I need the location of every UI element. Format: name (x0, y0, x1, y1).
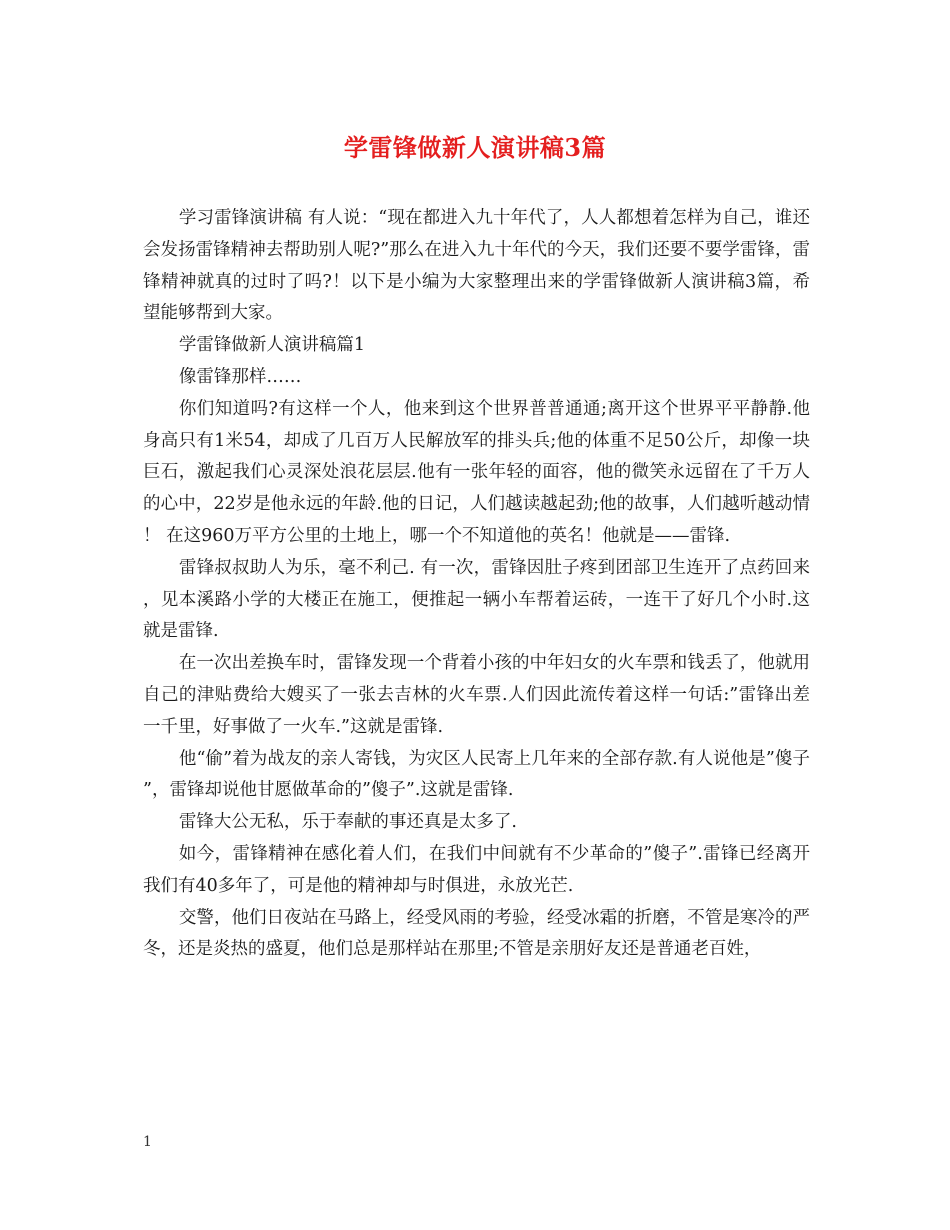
page-number: 1 (143, 1134, 152, 1150)
document-title: 学雷锋做新人演讲稿3篇 (343, 133, 607, 162)
body-paragraph: 交警，他们日夜站在马路上，经受风雨的考验，经受冰霜的折磨，不管是寒冷的严冬，还是炎热的盛夏，他们总是那样站在那里;不管是亲朋好友还是普通老百姓， (143, 907, 810, 960)
body-paragraph: 雷锋叔叔助人为乐，毫不利己. 有一次，雷锋因肚子疼到团部卫生连开了点药回来，见本溪路小学的大楼正在施工，便推起一辆小车帮着运砖，一连干了好几个小时.这就是雷锋. (143, 557, 810, 642)
body-paragraph: 你们知道吗?有这样一个人，他来到这个世界普普通通;离开这个世界平平静静.他身高只有1米54，却成了几百万人民解放军的排头兵;他的体重不足50公斤，却像一块巨石，激起我们心灵深处浪花层层.他有一张年轻的面容，他的微笑永远留在了千万人的心中，22岁是他永远的年龄.他的日记，人们越读越起劲;他的故事，人们越听越动情！ 在这960万平方公里的土地上，哪一个不知道他的英名！他就是——雷锋. (143, 398, 810, 546)
document-body (143, 203, 810, 966)
body-paragraph: 雷锋大公无私，乐于奉献的事还真是太多了. (178, 812, 517, 833)
intro-paragraph: 学习雷锋演讲稿 有人说：“现在都进入九十年代了，人人都想着怎样为自己，谁还会发扬雷锋精神去帮助别人呢?”那么在进入九十年代的今天，我们还要不要学雷锋，雷锋精神就真的过时了吗?！以下是小编为大家整理出来的学雷锋做新人演讲稿3篇，希望能够帮到大家。 (143, 208, 810, 324)
body-paragraph: 他“偷”着为战友的亲人寄钱，为灾区人民寄上几年来的全部存款.有人说他是”傻子”，雷锋却说他甘愿做革命的”傻子”.这就是雷锋. (143, 748, 810, 801)
section-heading: 学雷锋做新人演讲稿篇1 (178, 335, 366, 356)
speech-heading: 像雷锋那样…… (178, 366, 302, 387)
body-paragraph: 在一次出差换车时，雷锋发现一个背着小孩的中年妇女的火车票和钱丢了，他就用自己的津贴费给大嫂买了一张去吉林的火车票.人们因此流传着这样一句话:”雷锋出差一千里，好事做了一火车.”这就是雷锋. (143, 653, 810, 737)
body-paragraph: 如今，雷锋精神在感化着人们，在我们中间就有不少革命的”傻子”.雷锋已经离开我们有40多年了，可是他的精神却与时俱进，永放光芒. (143, 843, 810, 896)
